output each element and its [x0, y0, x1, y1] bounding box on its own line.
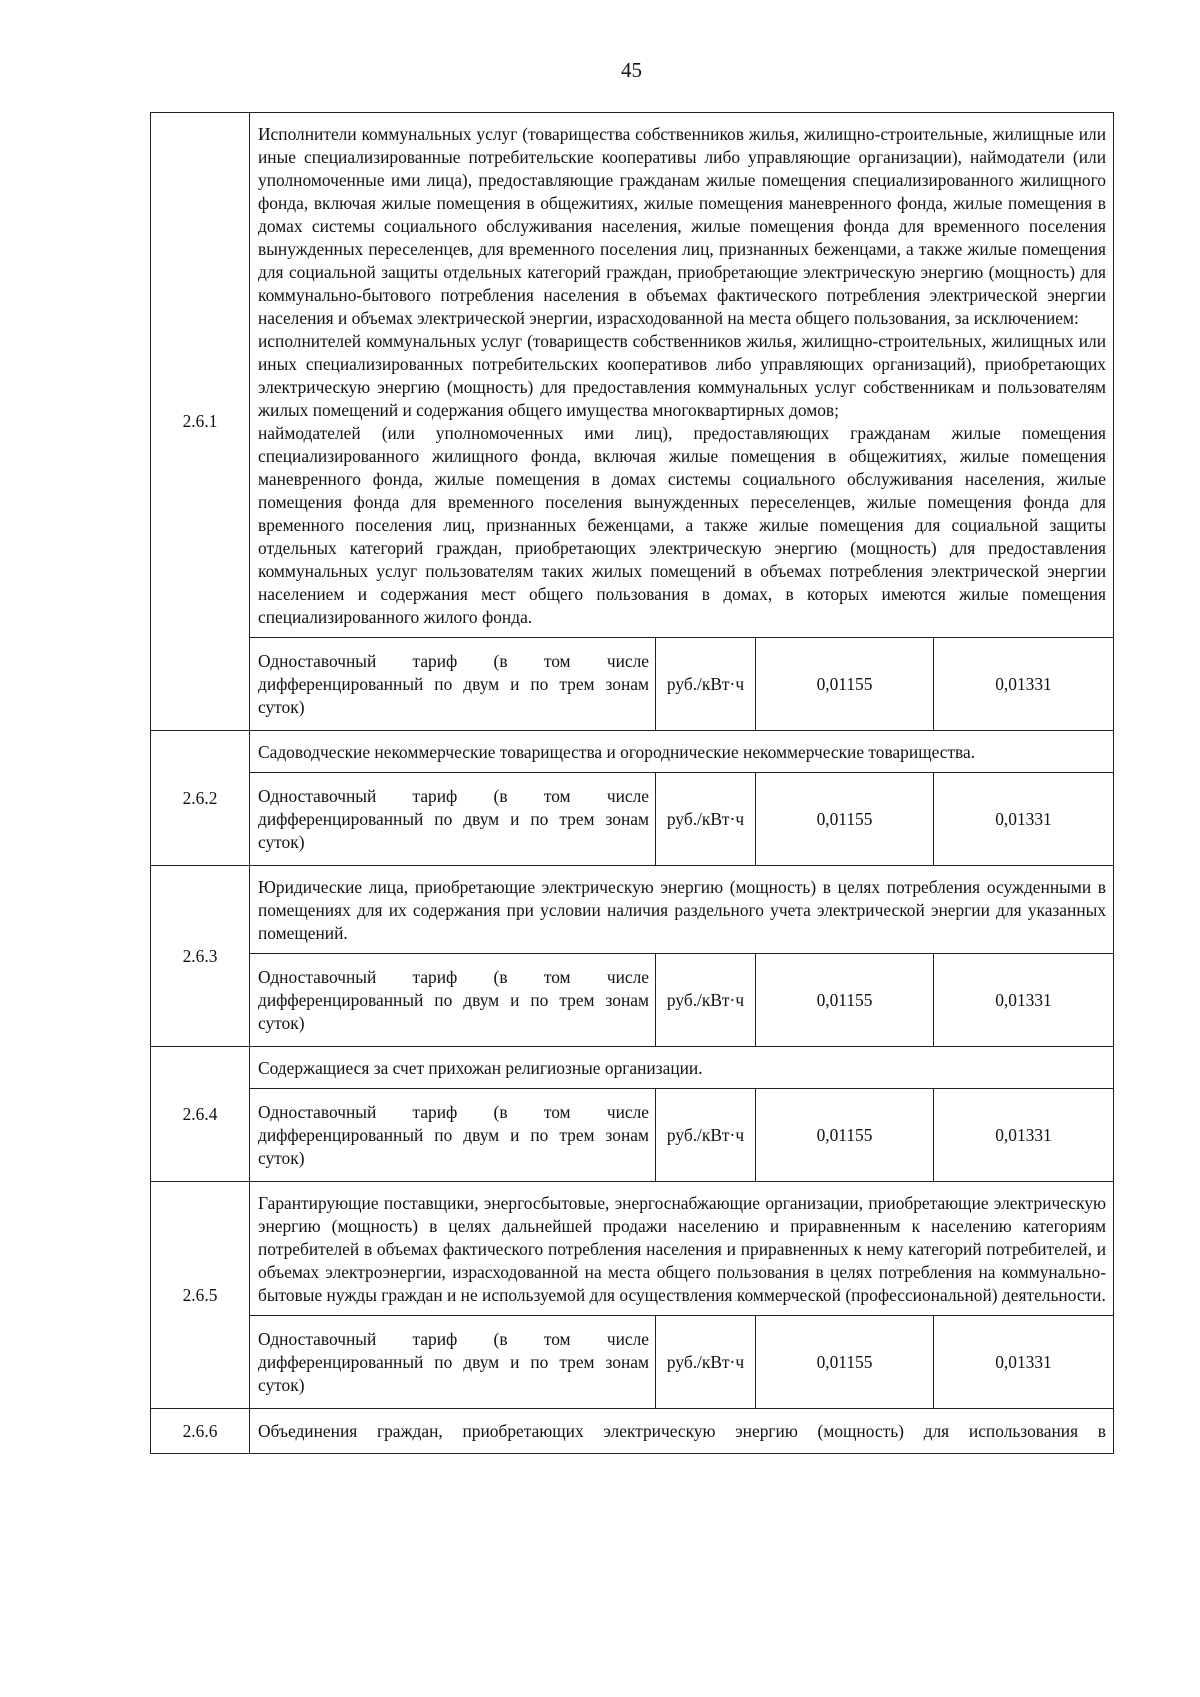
category-description — [250, 1047, 1114, 1089]
category-row — [151, 1047, 1114, 1089]
tariff-value-2: 0,01331 — [934, 1316, 1114, 1409]
rate-label: Одноставочный тариф (в том числе дифференцированный по двум и по трем зонам суток) — [250, 773, 656, 866]
category-description: Объединения граждан, приобретающих электрическую энергию (мощность) для использования в — [250, 1409, 1114, 1454]
unit-cell: руб./кВт·ч — [656, 1316, 756, 1409]
row-code: 2.6.3 — [151, 866, 250, 1047]
tariff-value-2: 0,01331 — [934, 954, 1114, 1047]
category-paragraph: Гарантирующие поставщики, энергосбытовые, энергоснабжающие организации, приобретающие электрическую энергию (мощность) в целях дальнейшей продажи населению и приравненным к населению категориям потребителей в объемах фактического потребления населения и приравненных к нему категорий потребителей, и объемах электроэнергии, израсходованной на места общего пользования в целях потребления на коммунально-бытовые нужды граждан и не используемой для осуществления коммерческой (профессиональной) деятельности. — [258, 1193, 1107, 1305]
row-code: 2.6.1 — [151, 113, 250, 731]
rate-label: Одноставочный тариф (в том числе дифференцированный по двум и по трем зонам суток) — [250, 1316, 656, 1409]
tariff-value-1: 0,01155 — [756, 1316, 934, 1409]
category-description — [250, 731, 1114, 773]
tariff-value-1: 0,01155 — [756, 773, 934, 866]
category-row — [151, 866, 1114, 954]
tariff-table — [150, 112, 1114, 1454]
rate-row — [151, 1089, 1114, 1182]
rate-label: Одноставочный тариф (в том числе дифференцированный по двум и по трем зонам суток) — [250, 638, 656, 731]
tariff-value-2: 0,01331 — [934, 773, 1114, 866]
unit-cell: руб./кВт·ч — [656, 638, 756, 731]
unit-cell: руб./кВт·ч — [656, 773, 756, 866]
category-description — [250, 1182, 1114, 1316]
row-code: 2.6.2 — [151, 731, 250, 866]
tariff-value-1: 0,01155 — [756, 1089, 934, 1182]
category-row — [151, 113, 1114, 638]
rate-label: Одноставочный тариф (в том числе дифференцированный по двум и по трем зонам суток) — [250, 954, 656, 1047]
rate-row — [151, 954, 1114, 1047]
category-row — [151, 1409, 1114, 1454]
tariff-value-1: 0,01155 — [756, 638, 934, 731]
category-paragraph: Исполнители коммунальных услуг (товарищества собственников жилья, жилищно-строительные, жилищные или иные специализированные потребительские кооперативы либо управляющие организации), наймодатели (или уполномоченные ими лица), предоставляющие гражданам жилые помещения специализированного жилищного фонда, включая жилые помещения в общежитиях, жилые помещения маневренного фонда, жилые помещения в домах системы социального обслуживания населения, жилые помещения фонда для временного поселения вынужденных переселенцев, для временного поселения лиц, признанных беженцами, а также жилые помещения для социальной защиты отдельных категорий граждан, приобретающие электрическую энергию (мощность) для коммунально-бытового потребления населения в объемах фактического потребления электрической энергии населения и объемах электрической энергии, израсходованной на места общего пользования, за исключением: — [258, 124, 1107, 328]
category-row — [151, 731, 1114, 773]
page-number: 45 — [621, 58, 642, 82]
category-description — [250, 113, 1114, 638]
rate-row — [151, 1316, 1114, 1409]
category-paragraph: Садоводческие некоммерческие товарищества и огороднические некоммерческие товарищества. — [258, 742, 976, 762]
category-paragraph: наймодателей (или уполномоченных ими лиц), предоставляющих гражданам жилые помещения специализированного жилищного фонда, включая жилые помещения в общежитиях, жилые помещения маневренного фонда, жилые помещения в домах системы социального обслуживания населения, жилые помещения фонда для временного поселения вынужденных переселенцев, жилые помещения фонда для временного поселения лиц, признанных беженцами, а также жилые помещения для социальной защиты отдельных категорий граждан, приобретающих электрическую энергию (мощность) для предоставления коммунальных услуг пользователям таких жилых помещений в объемах потребления электрической энергии населением и содержания мест общего пользования в домах, в которых имеются жилые помещения специализированного жилого фонда. — [258, 423, 1107, 627]
tariff-value-2: 0,01331 — [934, 1089, 1114, 1182]
unit-cell: руб./кВт·ч — [656, 954, 756, 1047]
rate-row — [151, 638, 1114, 731]
row-code: 2.6.4 — [151, 1047, 250, 1182]
unit-cell: руб./кВт·ч — [656, 1089, 756, 1182]
tariff-value-2: 0,01331 — [934, 638, 1114, 731]
category-paragraph: Содержащиеся за счет прихожан религиозные организации. — [258, 1058, 703, 1078]
row-code: 2.6.5 — [151, 1182, 250, 1409]
row-code: 2.6.6 — [151, 1409, 250, 1454]
category-paragraph: исполнителей коммунальных услуг (товариществ собственников жилья, жилищно-строительных, жилищных или иных специализированных потребительских кооперативов либо управляющих организаций), приобретающих электрическую энергию (мощность) для предоставления коммунальных услуг собственникам и пользователям жилых помещений и содержания общего имущества многоквартирных домов; — [258, 331, 1107, 420]
category-description — [250, 866, 1114, 954]
rate-row — [151, 773, 1114, 866]
category-row — [151, 1182, 1114, 1316]
category-paragraph: Юридические лица, приобретающие электрическую энергию (мощность) в целях потребления осужденными в помещениях для их содержания при условии наличия раздельного учета электрической энергии для указанных помещений. — [258, 877, 1107, 943]
tariff-value-1: 0,01155 — [756, 954, 934, 1047]
rate-label: Одноставочный тариф (в том числе дифференцированный по двум и по трем зонам суток) — [250, 1089, 656, 1182]
